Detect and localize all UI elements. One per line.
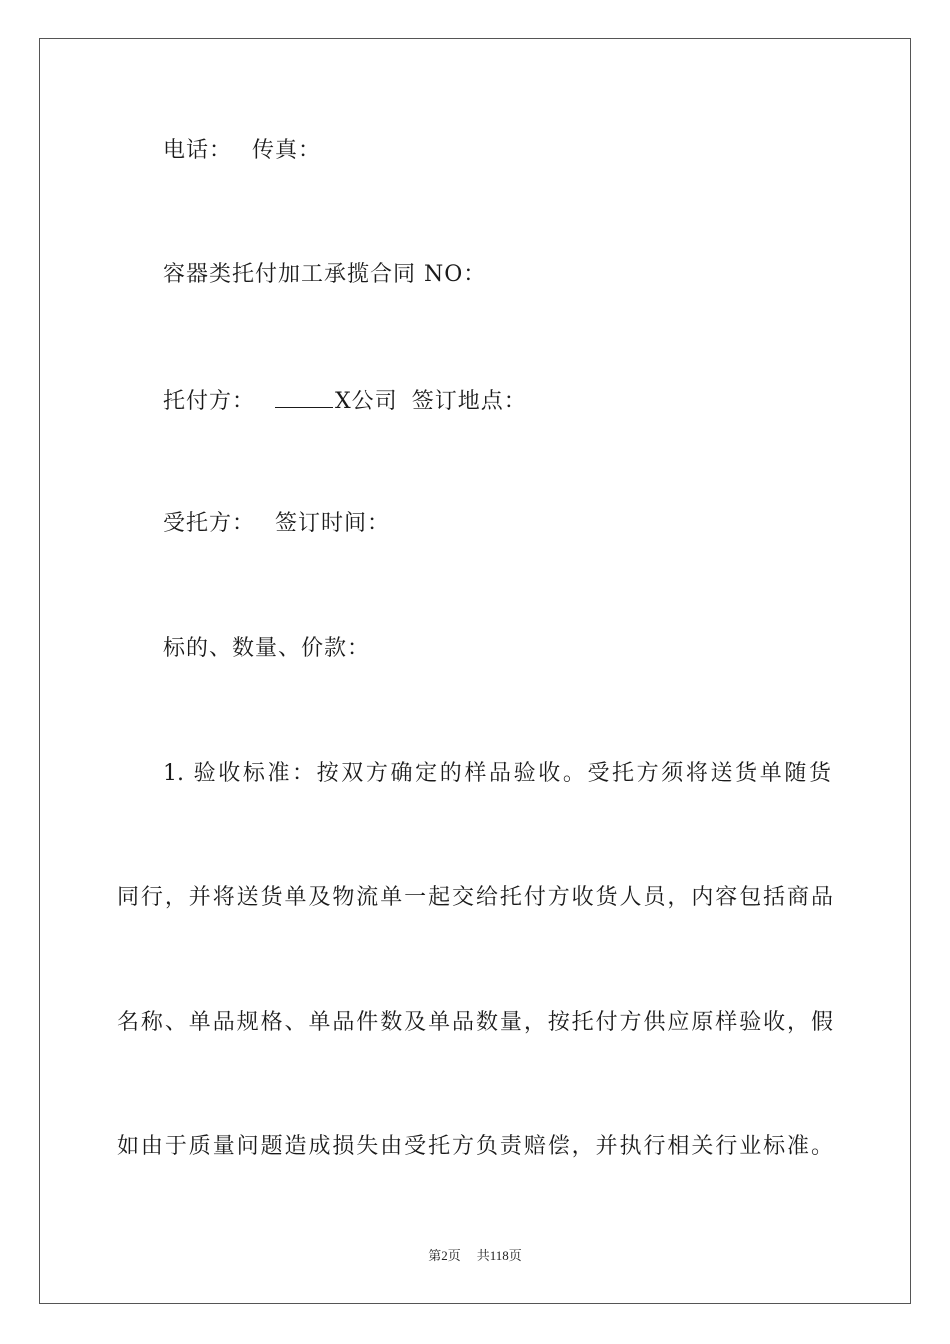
page-total: 共118页	[476, 1248, 522, 1263]
subject-label: 标的、数量、价款：	[163, 636, 371, 661]
sign-time-label: 签订时间：	[275, 511, 391, 536]
page-number: 第2页	[428, 1248, 461, 1263]
sign-place-label: 签订地点：	[411, 389, 527, 414]
page-border	[39, 38, 911, 1304]
trustee-line	[163, 509, 390, 539]
clause1-line-1: 1. 验收标准：按双方确定的样品验收。受托方须将送货单随货	[163, 761, 831, 786]
clause1-line-2: 同行，并将送货单及物流单一起交给托付方收货人员，内容包括商品	[117, 885, 833, 910]
entrustor-company: X公司	[335, 389, 398, 414]
fax-label: 传真：	[252, 138, 322, 163]
entrustor-line	[163, 385, 527, 417]
clause1-line-3: 名称、单品规格、单品件数及单品数量，按托付方供应原样验收，假	[117, 1010, 833, 1035]
contact-line	[163, 136, 321, 166]
phone-label: 电话：	[163, 138, 233, 163]
page-footer	[0, 1247, 950, 1265]
clause1-line-4: 如由于质量问题造成损失由受托方负责赔偿，并执行相关行业标准。	[117, 1134, 833, 1159]
trustee-label: 受托方：	[163, 511, 256, 536]
blank-underline	[275, 385, 333, 408]
entrustor-label: 托付方：	[163, 389, 256, 414]
contract-title: 容器类托付加工承揽合同 NO：	[163, 262, 487, 287]
